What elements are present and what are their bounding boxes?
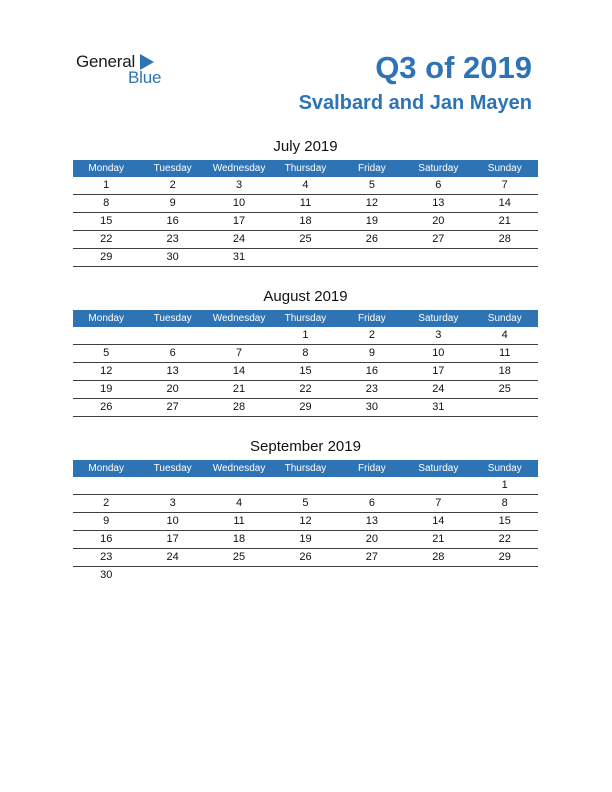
day-cell: 2 xyxy=(368,329,375,341)
day-cell: 22 xyxy=(498,533,511,545)
week-row xyxy=(73,231,538,249)
day-cell: 23 xyxy=(365,383,379,395)
weekday-label: Tuesday xyxy=(153,163,192,174)
day-cell: 7 xyxy=(435,497,442,509)
day-cell: 11 xyxy=(299,197,312,209)
day-cell: 17 xyxy=(232,215,246,227)
day-cell xyxy=(73,327,139,344)
day-cell xyxy=(339,249,405,266)
day-cell: 5 xyxy=(368,179,375,191)
day-cell: 13 xyxy=(365,515,379,527)
week-row xyxy=(73,399,538,417)
day-cell: 13 xyxy=(432,197,445,209)
day-cell: 9 xyxy=(368,347,375,359)
day-cell: 9 xyxy=(103,515,110,527)
day-cell: 16 xyxy=(100,533,113,545)
day-cell xyxy=(272,249,338,266)
day-cell: 25 xyxy=(299,233,312,245)
day-cell: 15 xyxy=(498,515,511,527)
day-cell: 14 xyxy=(498,197,511,209)
day-cell: 31 xyxy=(232,251,246,263)
weekday-label: Tuesday xyxy=(153,463,192,474)
weekday-label: Thursday xyxy=(284,163,327,174)
day-cell xyxy=(139,327,205,344)
week-row xyxy=(73,249,538,267)
week-row xyxy=(73,549,538,567)
day-cell: 19 xyxy=(365,215,379,227)
week-row xyxy=(73,345,538,363)
day-cell: 30 xyxy=(166,251,179,263)
day-cell: 5 xyxy=(103,347,110,359)
day-cell: 19 xyxy=(100,383,113,395)
month-block xyxy=(73,138,538,267)
logo-text-blue: Blue xyxy=(128,68,162,87)
day-cell: 7 xyxy=(501,179,508,191)
day-cell xyxy=(405,567,471,584)
day-cell: 28 xyxy=(498,233,511,245)
day-cell: 15 xyxy=(299,365,312,377)
region-title: Svalbard and Jan Mayen xyxy=(298,92,532,114)
day-cell: 16 xyxy=(166,215,179,227)
day-cell xyxy=(139,477,205,494)
day-cell: 22 xyxy=(100,233,113,245)
day-cell xyxy=(73,477,139,494)
weekday-label: Monday xyxy=(88,463,124,474)
day-cell: 18 xyxy=(232,533,246,545)
day-cell xyxy=(339,567,405,584)
day-cell: 2 xyxy=(103,497,110,509)
day-cell xyxy=(272,567,338,584)
day-cell: 6 xyxy=(169,347,176,359)
day-cell: 16 xyxy=(365,365,379,377)
day-cell: 4 xyxy=(501,329,508,341)
day-cell xyxy=(206,327,272,344)
day-cell: 23 xyxy=(166,233,179,245)
weekday-label: Thursday xyxy=(284,313,327,324)
weekday-label: Friday xyxy=(358,163,386,174)
week-row xyxy=(73,195,538,213)
day-cell: 8 xyxy=(302,347,309,359)
day-cell xyxy=(472,399,538,416)
weekday-label: Wednesday xyxy=(212,163,266,174)
weekday-label: Sunday xyxy=(487,163,522,174)
weekday-label: Friday xyxy=(358,463,386,474)
week-row xyxy=(73,381,538,399)
day-cell: 27 xyxy=(166,401,179,413)
day-cell: 20 xyxy=(365,533,379,545)
day-cell: 6 xyxy=(368,497,375,509)
day-cell xyxy=(272,477,338,494)
day-cell: 10 xyxy=(232,197,246,209)
day-cell xyxy=(472,249,538,266)
week-row xyxy=(73,495,538,513)
weekday-label: Wednesday xyxy=(212,313,266,324)
day-cell: 3 xyxy=(435,329,442,341)
week-row xyxy=(73,177,538,195)
week-row xyxy=(73,477,538,495)
day-cell: 20 xyxy=(432,215,445,227)
day-cell: 12 xyxy=(365,197,379,209)
day-cell: 7 xyxy=(235,347,243,359)
day-cell: 21 xyxy=(232,383,246,395)
weekday-label: Sunday xyxy=(487,313,522,324)
day-cell xyxy=(206,567,272,584)
logo-text-general: General xyxy=(76,52,136,71)
week-row xyxy=(73,213,538,231)
day-cell: 14 xyxy=(232,365,246,377)
week-row xyxy=(73,513,538,531)
weekday-label: Friday xyxy=(358,313,386,324)
day-cell: 11 xyxy=(499,347,511,359)
day-cell: 27 xyxy=(432,233,445,245)
day-cell xyxy=(139,567,205,584)
day-cell: 13 xyxy=(166,365,179,377)
week-row xyxy=(73,327,538,345)
day-cell: 8 xyxy=(501,497,508,509)
day-cell xyxy=(472,567,538,584)
day-cell: 8 xyxy=(103,197,110,209)
day-cell xyxy=(339,477,405,494)
day-cell: 1 xyxy=(302,329,309,341)
day-cell: 4 xyxy=(302,179,309,191)
day-cell: 22 xyxy=(299,383,312,395)
day-cell: 2 xyxy=(169,179,176,191)
day-cell: 24 xyxy=(166,551,179,563)
weekday-label: Wednesday xyxy=(212,463,266,474)
month-block xyxy=(73,288,538,417)
day-cell: 29 xyxy=(299,401,312,413)
weekday-label: Monday xyxy=(88,313,124,324)
day-cell: 21 xyxy=(432,533,445,545)
day-cell: 10 xyxy=(432,347,445,359)
weekday-label: Saturday xyxy=(418,313,459,324)
day-cell: 27 xyxy=(365,551,379,563)
day-cell xyxy=(405,477,471,494)
day-cell xyxy=(405,249,471,266)
day-cell: 24 xyxy=(232,233,246,245)
day-cell: 14 xyxy=(432,515,445,527)
day-cell: 24 xyxy=(432,383,445,395)
day-cell: 25 xyxy=(498,383,511,395)
month-title: September 2019 xyxy=(250,438,361,455)
weekday-header xyxy=(73,460,538,477)
day-cell: 26 xyxy=(299,551,312,563)
day-cell: 3 xyxy=(169,497,176,509)
day-cell: 25 xyxy=(232,551,246,563)
day-cell: 31 xyxy=(432,401,445,413)
day-cell: 3 xyxy=(235,179,243,191)
day-cell: 26 xyxy=(100,401,113,413)
day-cell: 15 xyxy=(100,215,113,227)
day-cell: 17 xyxy=(166,533,179,545)
day-cell: 10 xyxy=(166,515,179,527)
day-cell: 28 xyxy=(432,551,445,563)
day-cell: 26 xyxy=(365,233,379,245)
day-cell: 12 xyxy=(299,515,312,527)
weekday-label: Saturday xyxy=(418,163,459,174)
week-row xyxy=(73,363,538,381)
day-cell: 9 xyxy=(169,197,176,209)
month-title: July 2019 xyxy=(273,138,338,155)
month-title: August 2019 xyxy=(263,288,348,305)
page-title: Q3 of 2019 xyxy=(375,50,532,85)
weekday-header xyxy=(73,160,538,177)
weekday-label: Thursday xyxy=(284,463,327,474)
day-cell: 30 xyxy=(100,569,113,581)
day-cell: 18 xyxy=(498,365,511,377)
weekday-label: Tuesday xyxy=(153,313,192,324)
day-cell: 18 xyxy=(299,215,312,227)
day-cell: 29 xyxy=(100,251,113,263)
day-cell: 19 xyxy=(299,533,312,545)
day-cell: 28 xyxy=(232,401,246,413)
day-cell: 20 xyxy=(166,383,179,395)
day-cell: 17 xyxy=(432,365,445,377)
day-cell: 23 xyxy=(100,551,113,563)
week-row xyxy=(73,531,538,549)
day-cell: 1 xyxy=(501,479,508,491)
day-cell: 6 xyxy=(435,179,442,191)
day-cell: 4 xyxy=(235,497,243,509)
weekday-label: Saturday xyxy=(418,463,459,474)
week-row xyxy=(73,567,538,584)
weekday-label: Monday xyxy=(88,163,124,174)
month-block xyxy=(73,438,538,584)
day-cell: 1 xyxy=(103,179,110,191)
weekday-header xyxy=(73,310,538,327)
day-cell: 29 xyxy=(498,551,511,563)
logo xyxy=(76,52,176,88)
day-cell: 30 xyxy=(365,401,379,413)
day-cell: 21 xyxy=(498,215,511,227)
day-cell xyxy=(206,477,272,494)
weekday-label: Sunday xyxy=(487,463,522,474)
day-cell: 5 xyxy=(302,497,309,509)
day-cell: 12 xyxy=(100,365,113,377)
day-cell: 11 xyxy=(233,515,245,527)
